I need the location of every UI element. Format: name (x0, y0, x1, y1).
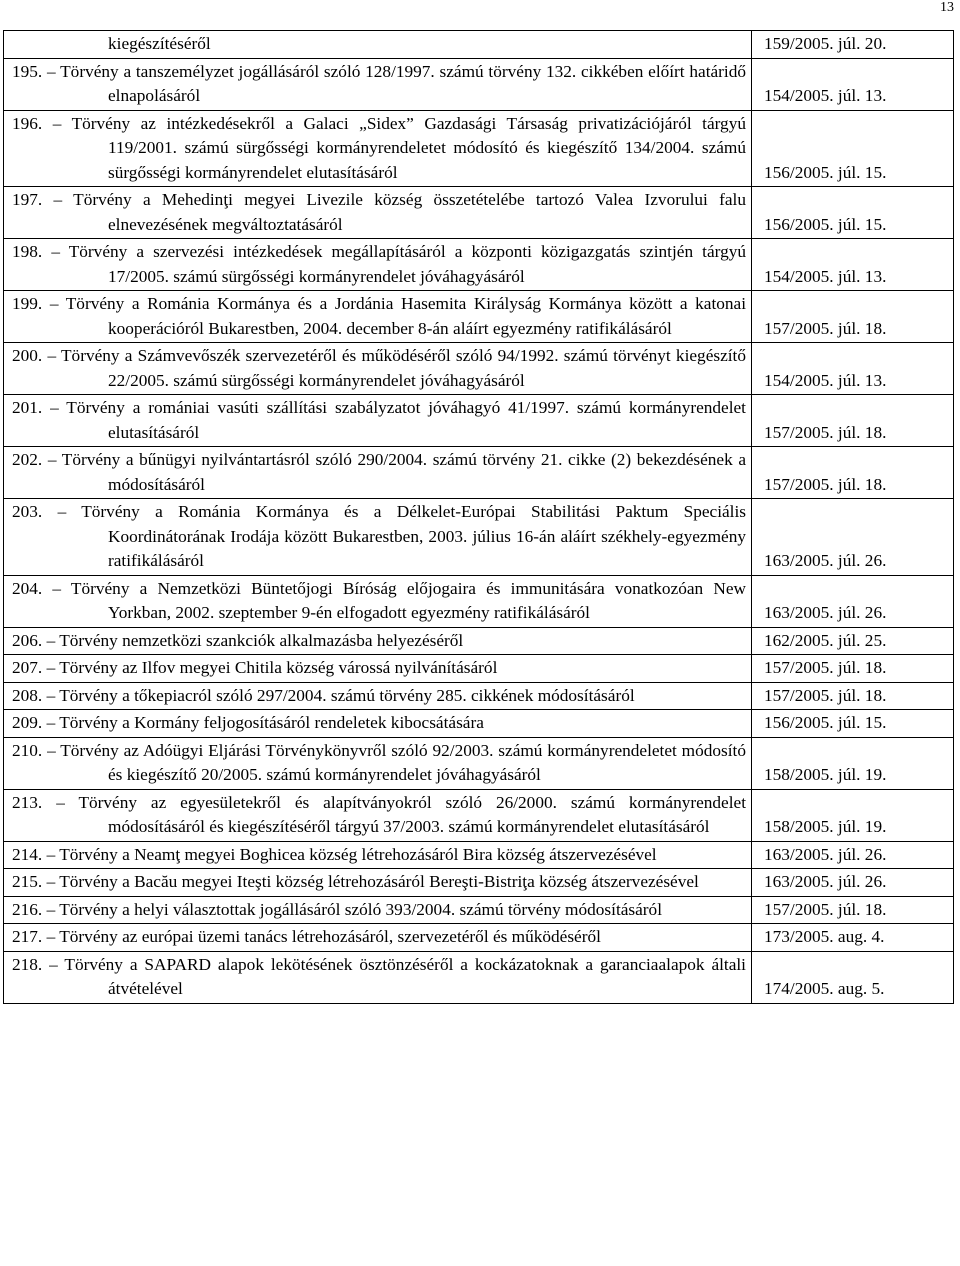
law-title-cell (4, 447, 752, 499)
law-title-text: – Törvény a romániai vasúti szállítási szabályzatot jóváhagyó 41/1997. számú kormányrendelet elutasításáról (50, 398, 746, 442)
law-title (12, 344, 746, 393)
law-number: 196. (12, 113, 43, 133)
law-title-cell (4, 343, 752, 395)
law-title-text: – Törvény a helyi választottak jogállásáról szóló 393/2004. számú törvény módosításáról (46, 899, 663, 919)
law-title (12, 898, 746, 923)
table-row (4, 841, 954, 869)
law-title-cell (4, 869, 752, 897)
law-title-cell (4, 789, 752, 841)
table-row (4, 58, 954, 110)
gazette-reference: 157/2005. júl. 18. (752, 655, 954, 683)
law-title-text: – Törvény az Ilfov megyei Chitila község várossá nyilvánításáról (46, 658, 498, 677)
law-title-text: – Törvény az európai üzemi tanács létrehozásáról, szervezetéről és működéséről (46, 927, 601, 946)
law-title-text: – Törvény a Románia Kormánya és a Délkelet-Európai Stabilitási Paktum Speciális Koordinátorának Irodája között Bukarestben, 2003. július 16-án aláírt székhely-egyezmény ratifikálásáról (57, 502, 746, 570)
law-number: 207. (12, 658, 43, 677)
law-title-text: – Törvény a Nemzetközi Büntetőjogi Bíróság előjogaira és immunitására vonatkozóan New Yorkban, 2002. szeptember 9-én elfogadott egyezmény ratifikálásáról (52, 578, 746, 622)
law-title (12, 870, 746, 895)
law-number: 213. (12, 792, 43, 812)
law-title-text: – Törvény a tanszemélyzet jogállásáról szóló 128/1997. számú törvény 132. cikkében előírt határidő elnapolásáról (47, 61, 747, 105)
law-number: 197. (12, 190, 43, 209)
law-title (12, 711, 746, 736)
table-row (4, 789, 954, 841)
law-list-table (3, 30, 954, 1004)
table-row (4, 655, 954, 683)
law-number: 195. (12, 61, 43, 81)
gazette-reference: 158/2005. júl. 19. (752, 737, 954, 789)
law-number: 200. (12, 346, 43, 365)
gazette-reference: 157/2005. júl. 18. (752, 447, 954, 499)
table-row (4, 395, 954, 447)
law-title-text: – Törvény a Mehedinţi megyei Livezile község összetételébe tartozó Valea Izvorului falu elnevezésének megváltoztatásáról (53, 190, 746, 234)
gazette-reference: 163/2005. júl. 26. (752, 575, 954, 627)
law-title (12, 684, 746, 709)
gazette-reference: 156/2005. júl. 15. (752, 110, 954, 187)
law-title (12, 739, 746, 788)
law-title (12, 925, 746, 950)
law-number: 203. (12, 502, 43, 521)
law-title (12, 240, 746, 289)
law-number: 216. (12, 899, 43, 919)
law-number: 201. (12, 398, 43, 417)
law-title-cell (4, 682, 752, 710)
gazette-reference: 174/2005. aug. 5. (752, 951, 954, 1003)
law-title (12, 500, 746, 574)
gazette-reference: 163/2005. júl. 26. (752, 499, 954, 576)
table-row (4, 31, 954, 59)
law-title-text: – Törvény a tőkepiacról szóló 297/2004. számú törvény 285. cikkének módosításáról (46, 685, 635, 705)
law-number: 204. (12, 578, 43, 598)
law-title (12, 791, 746, 840)
law-title (12, 60, 746, 109)
law-number: 215. (12, 872, 43, 891)
law-title-text: kiegészítéséről (108, 34, 211, 53)
law-title-text: – Törvény a Románia Kormánya és a Jordánia Hasemita Királyság Kormánya között a katonai kooperációról Bukarestben, 2004. december 8-án aláírt egyezmény ratifikálásáról (49, 294, 746, 338)
law-title (12, 292, 746, 341)
law-title-cell (4, 31, 752, 59)
law-title-cell (4, 110, 752, 187)
law-number: 202. (12, 450, 43, 469)
law-title-text: – Törvény a Neamţ megyei Boghicea község létrehozásáról Bira község átszervezésével (46, 844, 657, 864)
law-title-cell (4, 58, 752, 110)
law-title-text: – Törvény a Kormány feljogosításáról rendeletek kibocsátására (46, 713, 484, 732)
gazette-reference: 163/2005. júl. 26. (752, 869, 954, 897)
law-title (12, 448, 746, 497)
law-title-text: – Törvény a bűnügyi nyilvántartásról szóló 290/2004. számú törvény 21. cikke (2) bekezdésének a módosításáról (47, 450, 746, 494)
law-title-cell (4, 924, 752, 952)
table-row (4, 575, 954, 627)
law-number: 218. (12, 954, 43, 974)
law-number: 198. (12, 242, 43, 261)
table-row (4, 710, 954, 738)
law-title-text: – Törvény az Adóügyi Eljárási Törvénykönyvről szóló 92/2003. számú kormányrendeletet módosító és kiegészítő 20/2005. számú kormányrendelet jóváhagyásáról (47, 740, 746, 784)
table-row (4, 291, 954, 343)
table-row (4, 627, 954, 655)
law-title-cell (4, 951, 752, 1003)
law-title (12, 629, 746, 654)
law-title-cell (4, 710, 752, 738)
law-title (12, 396, 746, 445)
gazette-reference: 156/2005. júl. 15. (752, 187, 954, 239)
gazette-reference: 157/2005. júl. 18. (752, 896, 954, 924)
law-title-text: – Törvény a Számvevőszék szervezetéről és működéséről szóló 94/1992. számú törvényt kiegészítő 22/2005. számú sürgősségi kormányrendelet jóváhagyásáról (47, 346, 746, 390)
law-title-cell (4, 627, 752, 655)
table-row (4, 924, 954, 952)
law-list-body (4, 31, 954, 1004)
table-row (4, 896, 954, 924)
law-title (12, 953, 746, 1002)
law-title-text: – Törvény a Bacău megyei Iteşti község létrehozásáról Bereşti-Bistriţa község átszervezésével (46, 872, 699, 891)
law-number: 208. (12, 685, 43, 705)
law-title (12, 112, 746, 186)
law-title-text: – Törvény a szervezési intézkedések megállapításáról a központi közigazgatás szintjén tárgyú 17/2005. számú sürgősségi kormányrendelet jóváhagyásáról (51, 242, 746, 286)
law-title-cell (4, 841, 752, 869)
law-number: 206. (12, 630, 43, 650)
law-number: 214. (12, 844, 43, 864)
gazette-reference: 158/2005. júl. 19. (752, 789, 954, 841)
law-title-cell (4, 499, 752, 576)
law-title-cell (4, 239, 752, 291)
gazette-reference: 159/2005. júl. 20. (752, 31, 954, 59)
table-row (4, 499, 954, 576)
law-number: 210. (12, 740, 43, 760)
law-title-text: – Törvény a SAPARD alapok lekötésének ösztönzéséről a kockázatoknak a garanciaalapok általi átvételével (49, 954, 746, 998)
table-row (4, 110, 954, 187)
law-title (12, 577, 746, 626)
law-number: 199. (12, 294, 43, 313)
law-title (12, 188, 746, 237)
table-row (4, 951, 954, 1003)
gazette-reference: 157/2005. júl. 18. (752, 395, 954, 447)
gazette-reference: 157/2005. júl. 18. (752, 682, 954, 710)
law-title-cell (4, 395, 752, 447)
table-row (4, 447, 954, 499)
law-title-cell (4, 655, 752, 683)
gazette-reference: 162/2005. júl. 25. (752, 627, 954, 655)
law-title (12, 656, 746, 681)
table-row (4, 343, 954, 395)
law-title-cell (4, 575, 752, 627)
table-row (4, 239, 954, 291)
gazette-reference: 156/2005. júl. 15. (752, 710, 954, 738)
law-title-cell (4, 896, 752, 924)
table-row (4, 187, 954, 239)
gazette-reference: 154/2005. júl. 13. (752, 58, 954, 110)
law-title-cell (4, 187, 752, 239)
table-row (4, 869, 954, 897)
table-row (4, 737, 954, 789)
law-title (12, 843, 746, 868)
law-number: 209. (12, 713, 43, 732)
law-title-cell (4, 737, 752, 789)
law-title-text: – Törvény nemzetközi szankciók alkalmazásba helyezéséről (46, 630, 464, 650)
gazette-reference: 173/2005. aug. 4. (752, 924, 954, 952)
gazette-reference: 163/2005. júl. 26. (752, 841, 954, 869)
law-title-text: – Törvény az intézkedésekről a Galaci „Sidex” Gazdasági Társaság privatizációjáról tárgyú 119/2001. számú sürgősségi kormányrendeletet módosító és kiegészítő 134/2004. számú sürgősségi kormányrendelet elutasításáról (52, 113, 746, 182)
gazette-reference: 157/2005. júl. 18. (752, 291, 954, 343)
gazette-reference: 154/2005. júl. 13. (752, 239, 954, 291)
law-title (12, 32, 746, 57)
law-title-text: – Törvény az egyesületekről és alapítványokról szóló 26/2000. számú kormányrendelet módosításáról és kiegészítéséről tárgyú 37/2003. számú kormányrendelet elutasításáról (56, 792, 746, 836)
law-title-cell (4, 291, 752, 343)
page-number: 13 (940, 0, 954, 15)
table-row (4, 682, 954, 710)
gazette-reference: 154/2005. júl. 13. (752, 343, 954, 395)
law-number: 217. (12, 927, 43, 946)
